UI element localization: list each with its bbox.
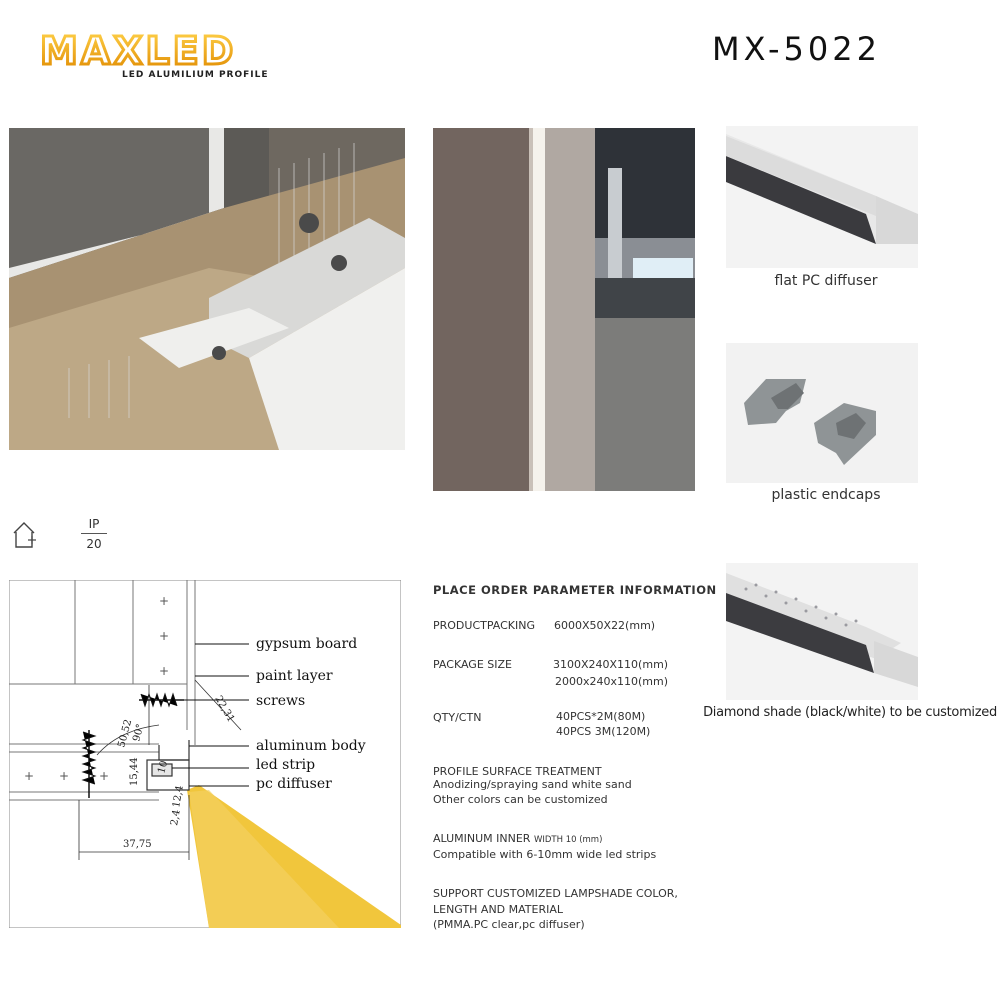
- qty-value-2: 40PCS 3M(120M): [556, 725, 651, 738]
- application-photo: [433, 128, 695, 491]
- indoor-icon: [12, 520, 40, 554]
- qty-label: QTY/CTN: [433, 711, 482, 724]
- brand-subtitle: LED ALUMILIUM PROFILE: [122, 70, 269, 80]
- inner-width: WIDTH 10 (mm): [533, 835, 603, 845]
- dim-37-75: 37,75: [123, 839, 152, 850]
- endcaps-image: [726, 343, 918, 483]
- inner-title-text: ALUMINUM INNER: [433, 832, 531, 845]
- endcaps-caption: plastic endcaps: [771, 487, 881, 503]
- label-paint-layer: paint layer: [256, 668, 333, 684]
- label-pc-diffuser: pc diffuser: [256, 776, 332, 792]
- productpacking-label: PRODUCTPACKING: [433, 619, 536, 632]
- diffuser-caption: flat PC diffuser: [774, 273, 878, 289]
- package-size-label: PACKAGE SIZE: [433, 658, 512, 671]
- inner-line: Compatible with 6-10mm wide led strips: [433, 848, 657, 861]
- brand-logo-text: MAXLED: [40, 30, 237, 70]
- support-line-2: LENGTH AND MATERIAL: [433, 903, 564, 916]
- dim-22-31: 22,31: [212, 694, 237, 725]
- inner-title: [433, 832, 602, 845]
- label-screws: screws: [256, 693, 306, 709]
- order-info-title: PLACE ORDER PARAMETER INFORMATION: [433, 583, 717, 597]
- label-aluminum-body: aluminum body: [256, 738, 366, 754]
- surface-title: PROFILE SURFACE TREATMENT: [433, 765, 602, 778]
- surface-line-2: Other colors can be customized: [433, 793, 608, 806]
- support-line-1: SUPPORT CUSTOMIZED LAMPSHADE COLOR,: [433, 887, 678, 900]
- ip-label: IP: [88, 517, 100, 531]
- installation-photo: [9, 128, 405, 450]
- ip-value: 20: [86, 537, 102, 551]
- package-size-value-1: 3100X240X110(mm): [553, 658, 669, 671]
- diamond-shade-image: [726, 563, 918, 700]
- surface-line-1: Anodizing/spraying sand white sand: [433, 778, 632, 791]
- dim-12-4: 12,4: [171, 784, 186, 809]
- diamond-shade-caption: Diamond shade (black/white) to be customized: [703, 705, 997, 720]
- model-number: MX-5022: [712, 30, 881, 68]
- svg-text:+: +: [159, 594, 170, 608]
- productpacking-value: 6000X50X22(mm): [554, 619, 656, 632]
- svg-text:+: +: [59, 769, 70, 783]
- qty-value-1: 40PCS*2M(80M): [556, 710, 646, 723]
- package-size-value-2: 2000x240x110(mm): [555, 675, 669, 688]
- label-gypsum-board: gypsum board: [256, 636, 358, 652]
- dim-10: 10: [156, 759, 171, 775]
- installation-diagram: [9, 580, 401, 928]
- support-line-3: (PMMA.PC clear,pc diffuser): [433, 918, 585, 931]
- svg-text:+: +: [24, 769, 35, 783]
- dim-50-52: 50,52: [116, 718, 135, 749]
- svg-text:+: +: [159, 629, 170, 643]
- diffuser-image: [726, 126, 918, 268]
- dim-15-44: 15,44: [129, 757, 140, 786]
- ip-divider: [81, 533, 107, 534]
- dim-2-4: 2,4: [169, 808, 183, 827]
- dim-90: 90°: [131, 722, 147, 743]
- svg-text:+: +: [159, 664, 170, 678]
- label-led-strip: led strip: [256, 757, 316, 773]
- svg-text:+: +: [99, 769, 110, 783]
